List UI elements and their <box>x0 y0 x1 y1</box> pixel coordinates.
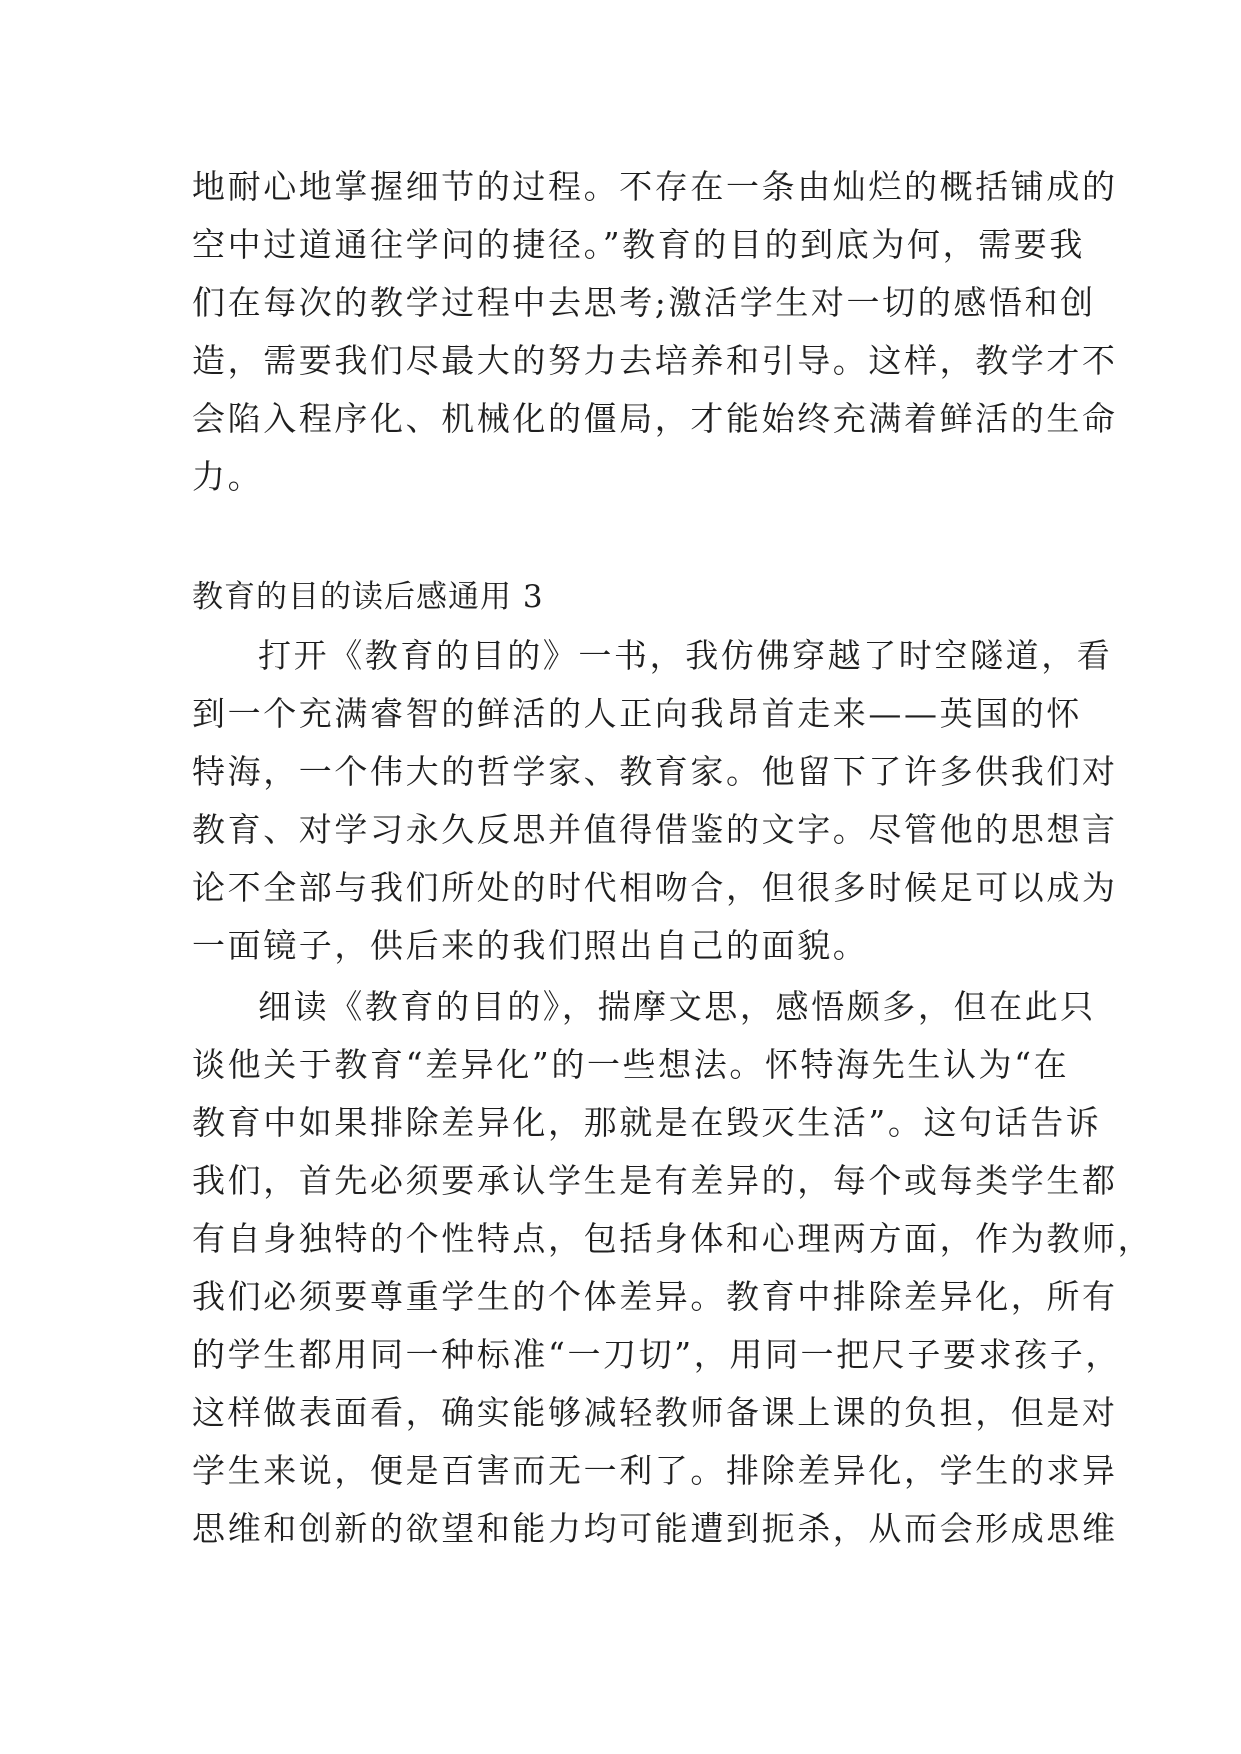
text-line: 这样做表面看，确实能够减轻教师备课上课的负担，但是对 <box>192 1393 1118 1432</box>
text-line: 会陷入程序化、机械化的僵局，才能始终充满着鲜活的生命 <box>192 399 1118 438</box>
text-line: 力。 <box>192 457 264 496</box>
text-line: 打开《教育的目的》一书，我仿佛穿越了时空隧道，看 <box>258 636 1113 675</box>
text-line: 思维和创新的欲望和能力均可能遭到扼杀，从而会形成思维 <box>192 1509 1118 1548</box>
section-heading: 教育的目的读后感通用 3 <box>192 579 544 615</box>
text-line: 一面镜子，供后来的我们照出自己的面貌。 <box>192 926 869 965</box>
text-line: 我们，首先必须要承认学生是有差异的，每个或每类学生都 <box>192 1161 1118 1200</box>
text-line: 教育中如果排除差异化，那就是在毁灭生活”。这句话告诉 <box>192 1103 1102 1142</box>
text-line: 有自身独特的个性特点，包括身体和心理两方面，作为教师， <box>192 1219 1154 1258</box>
text-line: 到一个充满睿智的鲜活的人正向我昂首走来——英国的怀 <box>192 694 1082 733</box>
text-line: 们在每次的教学过程中去思考;激活学生对一切的感悟和创 <box>192 283 1096 322</box>
text-line: 空中过道通往学问的捷径。”教育的目的到底为何，需要我 <box>192 225 1085 264</box>
paragraph-1 <box>192 627 1118 975</box>
text-line: 学生来说，便是百害而无一利了。排除差异化，学生的求异 <box>192 1451 1118 1490</box>
text-line: 谈他关于教育“差异化”的一些想法。怀特海先生认为“在 <box>192 1045 1070 1084</box>
text-line: 教育、对学习永久反思并值得借鉴的文字。尽管他的思想言 <box>192 810 1118 849</box>
text-line: 我们必须要尊重学生的个体差异。教育中排除差异化，所有 <box>192 1277 1118 1316</box>
text-line: 的学生都用同一种标准“一刀切”，用同一把尺子要求孩子， <box>192 1335 1121 1374</box>
text-line: 造，需要我们尽最大的努力去培养和引导。这样，教学才不 <box>192 341 1118 380</box>
text-line: 细读《教育的目的》，揣摩文思，感悟颇多，但在此只 <box>258 987 1096 1026</box>
text-line: 论不全部与我们所处的时代相吻合，但很多时候足可以成为 <box>192 868 1118 907</box>
text-line: 特海，一个伟大的哲学家、教育家。他留下了许多供我们对 <box>192 752 1118 791</box>
paragraph-2 <box>192 978 1154 1558</box>
text-line: 地耐心地掌握细节的过程。不存在一条由灿烂的概括铺成的 <box>192 167 1118 206</box>
paragraph-continuation <box>192 158 1118 506</box>
